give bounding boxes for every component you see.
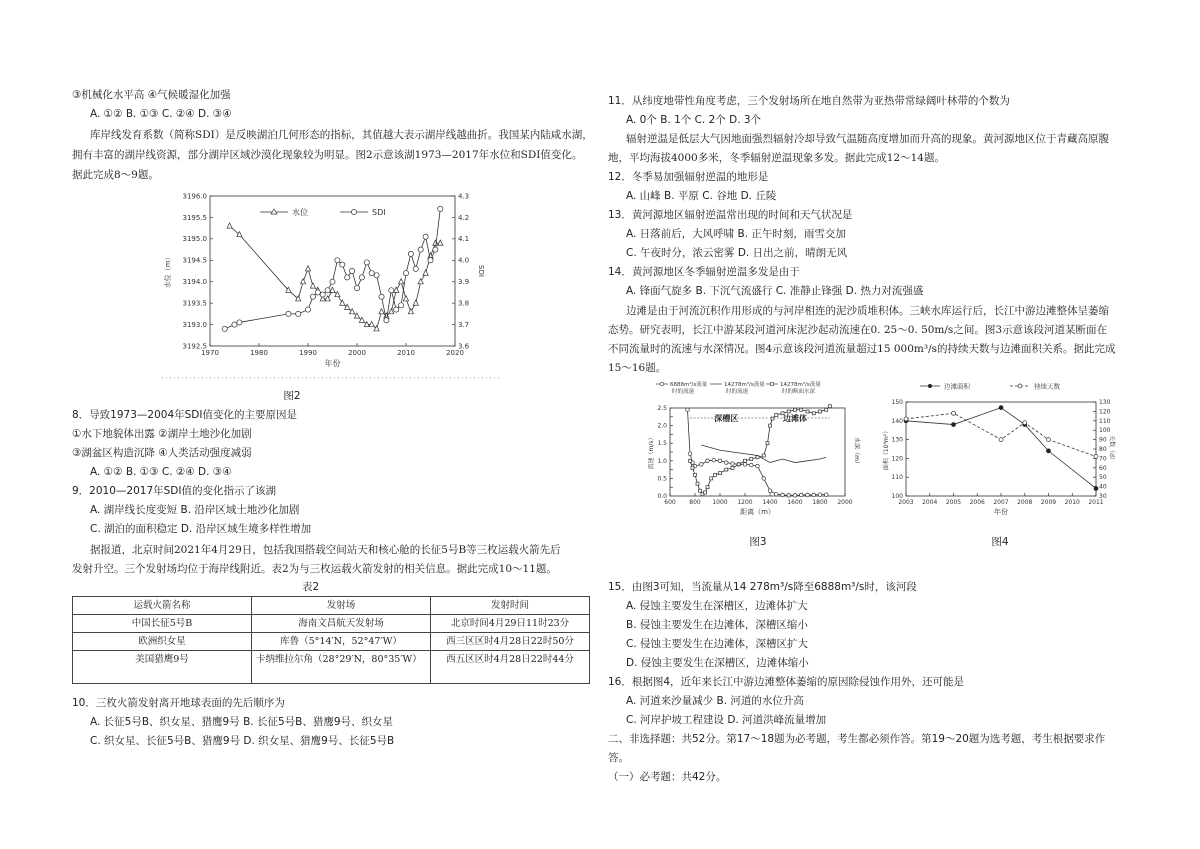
bar-intro-line4: 15～16题。 <box>608 362 667 374</box>
x-tick-label: 2000 <box>837 499 853 506</box>
data-point <box>781 493 785 497</box>
q8-statements-1: ①水下地貌体出露 ②湖岸土地沙化加剧 <box>72 428 252 440</box>
x-tick-label: 2000 <box>348 349 366 357</box>
table-cell: 西三区区时4月28日22时50分 <box>431 633 590 651</box>
table-header-cell: 发射场 <box>252 597 431 615</box>
data-point <box>418 279 423 284</box>
x-tick-label: 600 <box>664 499 676 506</box>
data-point <box>374 273 379 278</box>
data-point <box>359 275 364 280</box>
data-point <box>706 486 709 489</box>
q15-choice-c: C. 侵蚀主要发生在边滩体，深槽区扩大 <box>626 638 809 650</box>
x-tick-label: 2011 <box>1088 499 1104 506</box>
data-point <box>768 489 772 493</box>
x-tick-label: 1400 <box>762 499 778 506</box>
data-point <box>806 410 809 413</box>
q16-choices-cd: C. 河岸护坡工程建设 D. 河道洪峰流量增加 <box>626 714 827 726</box>
y-right-tick-label: 100 <box>1099 427 1111 435</box>
y-right-tick-label: 80 <box>1099 446 1107 453</box>
x-tick-label: 2020 <box>446 349 464 357</box>
q16-stem: 16．根据图4，近年来长江中游边滩整体萎缩的原因除侵蚀作用外，还可能是 <box>608 676 965 688</box>
figure-3-caption: 图3 <box>749 536 767 548</box>
data-point <box>806 493 810 497</box>
q8-statements-2: ③湖盆区构造沉降 ④人类活动强度减弱 <box>72 447 252 459</box>
data-point <box>706 459 710 463</box>
data-point <box>787 410 790 413</box>
x-axis-label: 年份 <box>324 359 341 368</box>
q11-stem: 11．从纬度地带性角度考虑，三个发射场所在地自然带为亚热带常绿阔叶林带的个数为 <box>608 95 1010 107</box>
y-left-tick-label: 0.5 <box>657 475 667 483</box>
data-point <box>354 313 359 318</box>
q13-choices-cd: C. 午夜时分，浓云密雾 D. 日出之前，晴朗无风 <box>626 247 848 259</box>
data-point <box>301 279 306 284</box>
data-point <box>369 271 374 276</box>
legend-label-1-b: 时的流速 <box>672 389 695 395</box>
data-point <box>379 309 384 314</box>
x-tick-label: 2004 <box>922 499 938 506</box>
y-right-tick-label: 4.2 <box>458 213 470 222</box>
y-right-tick-label: 110 <box>1099 417 1111 425</box>
y-left-tick-label: 110 <box>891 474 903 482</box>
data-point <box>829 405 832 408</box>
y-right-tick-label: 3.7 <box>458 320 470 329</box>
q13-stem: 13．黄河源地区辐射逆温常出现的时间和天气状况是 <box>608 209 853 221</box>
table-cell: 库鲁（5°14′N，52°47′W） <box>252 633 431 651</box>
data-point <box>691 466 694 469</box>
q10-choices-ab: A. 长征5号B、织女星、猎鹰9号 B. 长征5号B、猎鹰9号、织女星 <box>90 716 394 728</box>
data-point <box>904 417 908 421</box>
q14-choices: A. 锋面气旋多 B. 下沉气流盛行 C. 准静止锋强 D. 热力对流强盛 <box>626 285 924 297</box>
q14-stem: 14．黄河源地区冬季辐射逆温多发是由于 <box>608 266 800 278</box>
q10-stem: 10．三枚火箭发射离开地球表面的先后顺序为 <box>72 697 285 709</box>
data-point <box>413 300 418 305</box>
q15-stem: 15．由图3可知，当流量从14 278m³/s降至6888m³/s时，该河段 <box>608 581 917 593</box>
data-point <box>762 477 766 481</box>
table-cell: 海南文昌航天发射场 <box>252 615 431 633</box>
y-left-axis-label: 流速（m/s） <box>648 434 655 470</box>
y-left-tick-label: 100 <box>891 493 903 500</box>
data-point <box>819 410 822 413</box>
data-point <box>718 459 722 463</box>
data-point <box>775 414 778 417</box>
sdi-intro-line1: 库岸线发育系数（简称SDI）是反映湖泊几何形态的指标，其值越大表示湖岸线越曲折。我国某内陆咸水湖， <box>90 129 593 141</box>
x-tick-label: 1980 <box>250 349 268 357</box>
data-point <box>799 493 803 497</box>
q15-choice-d: D. 侵蚀主要发生在深槽区，边滩体缩小 <box>626 657 809 669</box>
y-left-tick-label: 3195.0 <box>182 235 207 244</box>
data-point <box>350 268 355 273</box>
table-header-cell: 运载火箭名称 <box>73 597 252 615</box>
legend-label-3-a: 14278m³/s流量 <box>780 382 821 388</box>
y-left-tick-label: 2.5 <box>657 405 667 412</box>
plot-frame <box>906 402 1096 496</box>
y-left-tick-label: 3194.5 <box>182 256 207 265</box>
y-left-tick-label: 150 <box>891 399 903 406</box>
x-axis-label: 年份 <box>994 508 1008 516</box>
y-left-tick-label: 1.0 <box>657 457 667 465</box>
data-point <box>384 318 389 323</box>
legend-label-sdi: SDI <box>372 208 386 217</box>
q15-choice-a: A. 侵蚀主要发生在深槽区，边滩体扩大 <box>626 600 808 612</box>
table-cell: 美国猎鹰9号 <box>73 651 252 684</box>
q12-stem: 12．冬季易加强辐射逆温的地形是 <box>608 171 769 183</box>
data-point <box>756 456 759 459</box>
data-point <box>399 303 404 308</box>
data-point <box>305 266 310 271</box>
q8-stem: 8．导致1973—2004年SDI值变化的主要原因是 <box>72 409 297 421</box>
table-2 <box>72 596 590 684</box>
data-point <box>296 296 301 301</box>
y-right-axis-label: 水深（m） <box>853 437 860 467</box>
zone-label-point-bar: 边滩体 <box>783 414 807 423</box>
series-line-3 <box>690 406 830 494</box>
data-point <box>818 493 822 497</box>
data-point <box>762 454 765 457</box>
table-cell: 卡纳维拉尔角（28°29′N，80°35′W） <box>252 651 431 684</box>
y-right-axis-label: 天数（d） <box>1108 435 1115 463</box>
data-point <box>330 287 335 292</box>
y-right-tick-label: 70 <box>1099 455 1107 463</box>
data-point <box>699 463 703 467</box>
data-point <box>364 321 369 326</box>
q8-choices: A. ①② B. ①③ C. ②④ D. ③④ <box>90 466 232 478</box>
data-point <box>719 472 722 475</box>
data-point <box>237 231 242 236</box>
legend-label-3-b: 时的断面水深 <box>782 389 816 395</box>
table-header-cell: 发射时间 <box>431 597 590 615</box>
data-point <box>704 491 707 494</box>
figure-2-caption: 图2 <box>283 390 301 402</box>
q16-choices-ab: A. 河道来沙量减少 B. 河道的水位升高 <box>626 695 804 707</box>
q12-choices: A. 山峰 B. 平原 C. 谷地 D. 丘陵 <box>626 190 777 202</box>
data-point <box>364 260 369 265</box>
x-tick-label: 2006 <box>969 499 985 506</box>
y-left-axis-label: 面积（10⁴m²） <box>883 427 890 471</box>
y-right-tick-label: 4.1 <box>458 235 470 244</box>
data-point <box>825 408 828 411</box>
y-right-tick-label: 4.3 <box>458 192 470 201</box>
data-point <box>699 489 702 492</box>
x-tick-label: 1600 <box>787 499 803 506</box>
data-point <box>749 463 753 467</box>
y-left-tick-label: 3192.5 <box>182 342 207 351</box>
y-left-tick-label: 3193.0 <box>182 320 207 329</box>
y-left-tick-label: 140 <box>891 417 903 425</box>
data-point <box>399 279 404 284</box>
data-point <box>800 408 803 411</box>
data-point <box>369 321 374 326</box>
data-point <box>345 304 350 309</box>
data-point <box>325 296 330 301</box>
q10-choices-cd: C. 织女星、长征5号B、猎鹰9号 D. 织女星、猎鹰9号、长征5号B <box>90 735 395 747</box>
data-point <box>418 247 423 252</box>
data-point <box>335 258 340 263</box>
data-point <box>952 411 956 415</box>
data-point <box>743 463 747 467</box>
data-point <box>712 458 716 462</box>
bar-intro-line1: 边滩是由于河流沉积作用形成的与河岸相连的泥沙质堆积体。三峡水库运行后，长江中游边滩整体呈萎缩 <box>626 305 1109 317</box>
data-point <box>423 270 428 275</box>
data-point <box>794 408 797 411</box>
x-tick-label: 1000 <box>712 499 728 506</box>
data-point <box>286 311 291 316</box>
data-point <box>237 320 242 325</box>
table-row <box>73 651 590 684</box>
section-2-heading: 二、非选择题：共52分。第17～18题为必考题，考生都必须作答。第19～20题为选考题，考生根据要求作 <box>608 733 1106 745</box>
series-line-2 <box>225 209 441 329</box>
data-point <box>696 482 699 485</box>
data-point <box>737 463 740 466</box>
x-tick-label: 2003 <box>898 499 914 506</box>
y-right-tick-label: 3.9 <box>458 278 470 287</box>
y-left-tick-label: 2.0 <box>657 422 667 430</box>
y-left-tick-label: 0.0 <box>657 493 667 500</box>
zone-label-deep-channel: 深槽区 <box>714 414 739 423</box>
data-point <box>812 412 815 415</box>
data-point <box>305 307 310 312</box>
x-tick-label: 2010 <box>1064 499 1080 506</box>
sdi-intro-line3: 据此完成8～9题。 <box>72 169 159 181</box>
y-left-tick-label: 130 <box>891 436 903 444</box>
y-right-tick-label: 130 <box>1099 399 1111 406</box>
data-point <box>325 288 330 293</box>
data-point <box>413 266 418 271</box>
data-point <box>1047 438 1051 442</box>
data-point <box>694 473 697 476</box>
legend-label-level: 水位 <box>292 208 308 217</box>
legend-label-2-a: 14278m³/s流量 <box>724 382 765 388</box>
data-point <box>394 307 399 312</box>
sdi-intro-line2: 拥有丰富的湖岸线资源，部分湖岸区域沙漠化现象较为明显。图2示意该湖1973—2017年水位和SDI值变化。 <box>72 149 583 161</box>
data-point <box>1094 455 1098 459</box>
data-point <box>688 452 692 456</box>
y-right-tick-label: 4.0 <box>458 256 470 265</box>
data-point <box>423 234 428 239</box>
data-point <box>1047 449 1051 453</box>
table-cell: 北京时间4月29日11时23分 <box>431 615 590 633</box>
y-right-tick-label: 60 <box>1099 464 1107 472</box>
data-point <box>710 477 713 480</box>
table-cell: 中国长征5号B <box>73 615 252 633</box>
data-point <box>999 406 1003 410</box>
y-left-tick-label: 3194.0 <box>182 278 207 287</box>
legend-marker-3 <box>771 383 774 386</box>
data-point <box>232 322 237 327</box>
y-right-tick-label: 120 <box>1099 408 1111 416</box>
data-point <box>408 251 413 256</box>
section-2-part1: （一）必考题：共42分。 <box>608 771 727 783</box>
data-point <box>354 286 359 291</box>
data-point <box>330 279 335 284</box>
data-point <box>714 473 717 476</box>
legend-label-1-a: 6888m³/s流量 <box>670 382 708 388</box>
y-right-tick-label: 3.8 <box>458 299 470 308</box>
x-tick-label: 1990 <box>299 349 317 357</box>
data-point <box>438 206 443 211</box>
data-point <box>428 258 433 263</box>
data-point <box>335 291 340 296</box>
bar-intro-line2: 态势。研究表明，长江中游某段河道河床泥沙起动流速在0. 25～0. 50m/s之间。图3示意该段河道某断面在 <box>608 324 1107 336</box>
q7-choices: A. ①② B. ①③ C. ②④ D. ③④ <box>90 108 232 120</box>
y-right-tick-label: 30 <box>1099 493 1107 500</box>
table-row <box>73 615 590 633</box>
data-point <box>999 438 1003 442</box>
data-point <box>686 408 690 412</box>
data-point <box>403 271 408 276</box>
data-point <box>310 294 315 299</box>
y-left-tick-label: 3195.5 <box>182 213 207 222</box>
data-point <box>812 493 816 497</box>
data-point <box>725 468 728 471</box>
section-2-heading-cont: 答。 <box>608 752 629 764</box>
y-right-tick-label: 90 <box>1099 436 1107 444</box>
data-point <box>793 493 797 497</box>
y-left-tick-label: 120 <box>891 455 903 463</box>
x-tick-label: 2007 <box>993 499 1009 506</box>
table-cell: 西五区区时4月28日22时44分 <box>431 651 590 684</box>
data-point <box>340 300 345 305</box>
data-point <box>350 309 355 314</box>
data-point <box>744 459 747 462</box>
x-tick-label: 800 <box>689 499 701 506</box>
y-left-tick-label: 3196.0 <box>182 192 207 201</box>
data-point <box>731 466 734 469</box>
y-left-tick-label: 3193.5 <box>182 299 207 308</box>
data-point <box>952 423 956 427</box>
series-line-2 <box>906 413 1096 456</box>
q9-choices-ab: A. 湖岸线长度变短 B. 沿岸区域土地沙化加剧 <box>90 504 300 516</box>
y-right-tick-label: 40 <box>1099 483 1107 491</box>
legend-marker-level <box>271 209 277 214</box>
legend-label-days: 持续天数 <box>1034 382 1060 391</box>
data-point <box>384 313 389 318</box>
data-point <box>750 458 753 461</box>
data-point <box>769 424 772 427</box>
x-tick-label: 1200 <box>737 499 753 506</box>
data-point <box>374 326 379 331</box>
q13-choices-ab: A. 日落前后，大风呼啸 B. 正午时刻，雨雪交加 <box>626 228 846 240</box>
figure-2-chart <box>162 188 502 383</box>
table-row <box>73 633 590 651</box>
data-point <box>320 292 325 297</box>
data-point <box>359 317 364 322</box>
legend-marker-sdi <box>351 209 356 214</box>
data-point <box>774 492 778 496</box>
legend-marker-area <box>928 384 932 388</box>
data-point <box>408 309 413 314</box>
data-point <box>310 283 315 288</box>
data-point <box>766 442 769 445</box>
data-point <box>227 223 232 228</box>
y-left-axis-label: 水位（m） <box>164 253 172 289</box>
q7-options-tail: ③机械化水平高 ④气候暖湿化加强 <box>72 89 231 101</box>
data-point <box>724 461 728 465</box>
data-point <box>394 287 399 292</box>
table-cell: 欧洲织女星 <box>73 633 252 651</box>
data-point <box>731 462 735 466</box>
inversion-intro-line1: 辐射逆温是低层大气因地面强烈辐射冷却导致气温随高度增加而升高的现象。黄河源地区位于青藏高原腹 <box>626 133 1109 145</box>
data-point <box>824 493 828 497</box>
data-point <box>689 459 692 462</box>
q11-choices: A. 0个 B. 1个 C. 2个 D. 3个 <box>626 114 762 126</box>
data-point <box>756 464 760 468</box>
data-point <box>296 311 301 316</box>
bar-intro-line3: 不同流量时的流速与水深情况。图4示意该段河道流量超过15 000m³/s的持续天数与边滩面积关系。据此完成 <box>608 343 1116 355</box>
data-point <box>222 326 227 331</box>
rocket-intro-line2: 发射升空。三个发射场均位于海岸线附近。表2为与三枚运载火箭发射的相关信息。据此完成10～11题。 <box>72 563 557 575</box>
data-point <box>340 262 345 267</box>
legend-marker-1 <box>660 382 664 386</box>
data-point <box>1094 486 1098 490</box>
data-point <box>771 417 774 420</box>
figure-4-chart <box>880 378 1120 518</box>
plot-frame <box>210 196 455 346</box>
figure-3-chart <box>648 378 873 518</box>
q9-choices-cd: C. 湖泊的面积稳定 D. 沿岸区域生境多样性增加 <box>90 523 312 535</box>
table-2-title: 表2 <box>302 581 320 593</box>
q9-stem: 9．2010—2017年SDI值的变化指示了该湖 <box>72 485 276 497</box>
series-line-1 <box>906 408 1096 489</box>
x-tick-label: 2009 <box>1040 499 1057 506</box>
data-point <box>438 240 443 245</box>
figure-4-caption: 图4 <box>991 536 1009 548</box>
data-point <box>433 240 438 245</box>
data-point <box>433 247 438 252</box>
data-point <box>787 493 791 497</box>
table-header-row <box>73 597 590 615</box>
legend-label-2-b: 时的流速 <box>726 389 749 395</box>
inversion-intro-line2: 地，平均海拔4000多米，冬季辐射逆温现象多发。据此完成12～14题。 <box>608 152 945 164</box>
legend-marker-days <box>1018 384 1022 388</box>
x-tick-label: 2008 <box>1017 499 1033 506</box>
q15-choice-b: B. 侵蚀主要发生在边滩体，深槽区缩小 <box>626 619 808 631</box>
data-point <box>345 275 350 280</box>
y-left-tick-label: 1.5 <box>657 440 667 448</box>
rocket-intro-line1: 据报道，北京时间2021年4月29日，包括我国搭载空间站天和核心舱的长征5号B等三枚运载火箭先后 <box>90 544 561 556</box>
y-right-tick-label: 50 <box>1099 474 1107 482</box>
x-tick-label: 1970 <box>201 349 219 357</box>
data-point <box>1023 421 1027 425</box>
data-point <box>403 296 408 301</box>
y-right-tick-label: 3.6 <box>458 342 470 351</box>
x-tick-label: 2010 <box>397 349 415 357</box>
x-axis-label: 距离（m） <box>740 508 775 516</box>
x-tick-label: 1800 <box>812 499 828 506</box>
legend-label-area: 边滩面积 <box>944 382 970 391</box>
data-point <box>315 290 320 295</box>
data-point <box>379 294 384 299</box>
data-point <box>389 309 394 314</box>
data-point <box>389 288 394 293</box>
x-tick-label: 2005 <box>945 499 962 506</box>
y-right-axis-label: SDI <box>477 265 485 277</box>
